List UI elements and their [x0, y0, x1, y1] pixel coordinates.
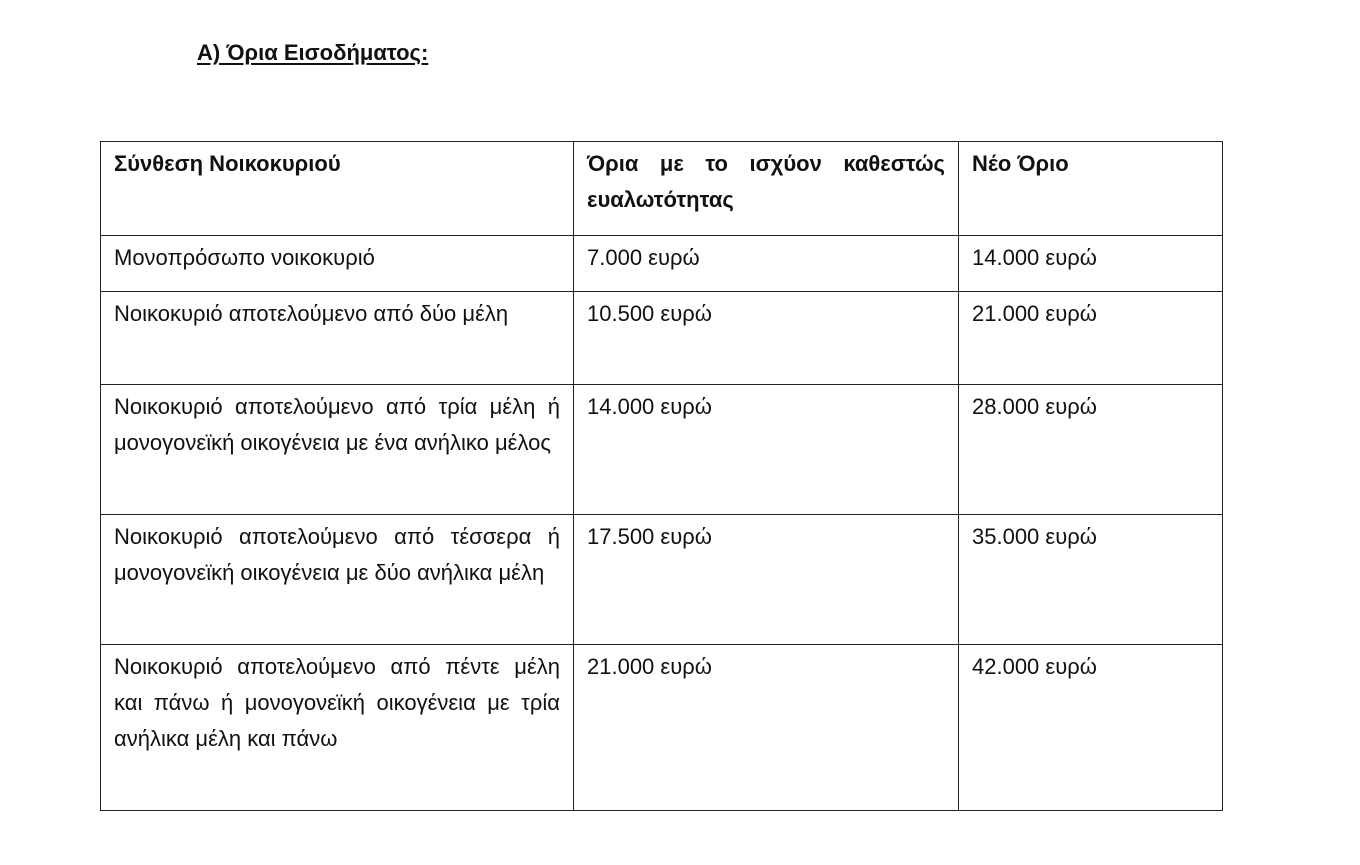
header-new-limit: Νέο Όριο [959, 142, 1223, 236]
table-row [101, 385, 1223, 515]
cell-composition: Νοικοκυριό αποτελούμενο από δύο μέλη [101, 292, 574, 385]
header-household-composition: Σύνθεση Νοικοκυριού [101, 142, 574, 236]
cell-new-limit: 14.000 ευρώ [959, 236, 1223, 292]
cell-current-limit: 7.000 ευρώ [574, 236, 959, 292]
table-row [101, 292, 1223, 385]
table-header-row [101, 142, 1223, 236]
section-title: Α) Όρια Εισοδήματος: [197, 40, 429, 65]
cell-composition: Νοικοκυριό αποτελούμενο από τέσσερα ή μονογονεϊκή οικογένεια με δύο ανήλικα μέλη [101, 515, 574, 645]
table-row [101, 645, 1223, 811]
cell-new-limit: 42.000 ευρώ [959, 645, 1223, 811]
income-limits-table [100, 141, 1223, 811]
cell-current-limit: 21.000 ευρώ [574, 645, 959, 811]
cell-current-limit: 14.000 ευρώ [574, 385, 959, 515]
cell-current-limit: 17.500 ευρώ [574, 515, 959, 645]
cell-composition: Νοικοκυριό αποτελούμενο από πέντε μέλη και πάνω ή μονογονεϊκή οικογένεια με τρία ανήλικα μέλη και πάνω [101, 645, 574, 811]
header-current-limits: Όρια με το ισχύον καθεστώς ευαλωτότητας [574, 142, 959, 236]
cell-current-limit: 10.500 ευρώ [574, 292, 959, 385]
cell-composition: Μονοπρόσωπο νοικοκυριό [101, 236, 574, 292]
table-row [101, 236, 1223, 292]
cell-composition: Νοικοκυριό αποτελούμενο από τρία μέλη ή μονογονεϊκή οικογένεια με ένα ανήλικο μέλος [101, 385, 574, 515]
cell-new-limit: 21.000 ευρώ [959, 292, 1223, 385]
table-row [101, 515, 1223, 645]
cell-new-limit: 35.000 ευρώ [959, 515, 1223, 645]
cell-new-limit: 28.000 ευρώ [959, 385, 1223, 515]
